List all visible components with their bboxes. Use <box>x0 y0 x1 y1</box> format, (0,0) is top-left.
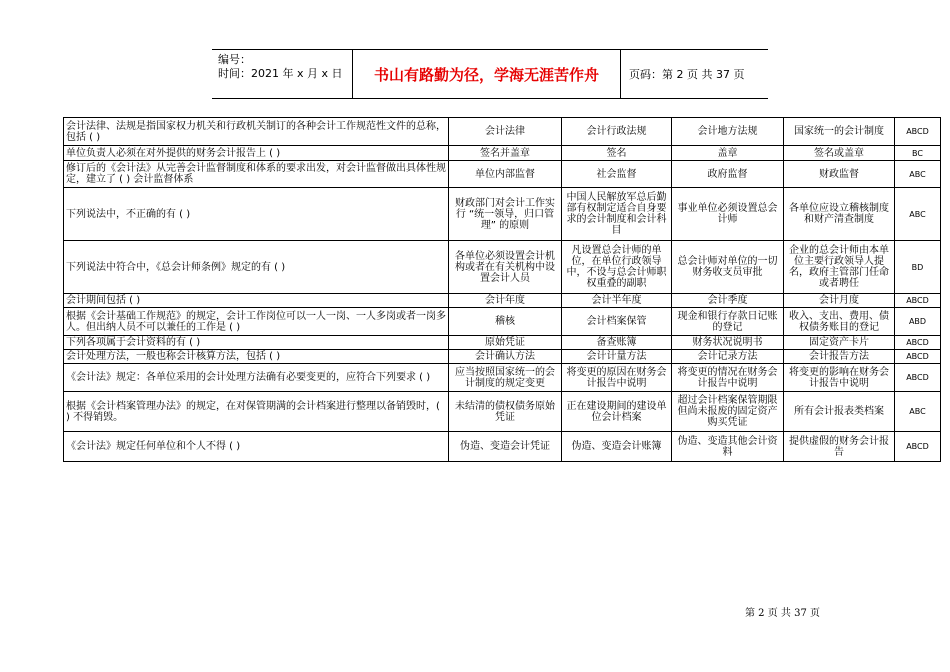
answer-key: BC <box>895 146 941 161</box>
option-d: 提供虚假的财务会计报告 <box>784 432 895 462</box>
question-text: 下列说法中，不正确的有 ( ) <box>64 188 449 241</box>
option-b: 正在建设期间的建设单位会计档案 <box>562 392 672 432</box>
table-row <box>64 241 941 294</box>
question-text: 根据《会计档案管理办法》的规定，在对保管期满的会计档案进行整理以备销毁时，( ) 不得销毁。 <box>64 392 449 432</box>
table-row <box>64 118 941 146</box>
table-row <box>64 308 941 336</box>
option-b: 备查账簿 <box>562 336 672 350</box>
option-d: 收入、支出、费用、债权债务账目的登记 <box>784 308 895 336</box>
table-row <box>64 294 941 308</box>
option-b: 将变更的原因在财务会计报告中说明 <box>562 364 672 392</box>
option-b: 会计计量方法 <box>562 350 672 364</box>
question-text: 单位负责人必须在对外提供的财务会计报告上 ( ) <box>64 146 449 161</box>
table-row <box>64 350 941 364</box>
option-d: 所有会计报表类档案 <box>784 392 895 432</box>
table-row <box>64 364 941 392</box>
option-c: 超过会计档案保管期限但尚未报废的固定资产购买凭证 <box>672 392 784 432</box>
option-c: 会计季度 <box>672 294 784 308</box>
option-b: 会计行政法规 <box>562 118 672 146</box>
option-a: 签名并盖章 <box>449 146 562 161</box>
answer-key: BD <box>895 241 941 294</box>
option-a: 原始凭证 <box>449 336 562 350</box>
document-header <box>212 49 768 99</box>
option-c: 财务状况说明书 <box>672 336 784 350</box>
option-a: 未结清的债权债务原始凭证 <box>449 392 562 432</box>
option-a: 会计确认方法 <box>449 350 562 364</box>
page-footer: 第 2 页 共 37 页 <box>745 608 820 619</box>
table-row <box>64 188 941 241</box>
question-text: 会计法律、法规是指国家权力机关和行政机关制订的各种会计工作规范性文件的总称，包括 ( ) <box>64 118 449 146</box>
option-b: 社会监督 <box>562 161 672 188</box>
header-slogan: 书山有路勤为径，学海无涯苦作舟 <box>353 50 621 98</box>
option-b: 会计档案保管 <box>562 308 672 336</box>
question-text: 下列各项属于会计资料的有 ( ) <box>64 336 449 350</box>
answer-key: ABCD <box>895 118 941 146</box>
question-text: 根据《会计基础工作规范》的规定，会计工作岗位可以一人一岗、一人多岗或者一岗多人。但出纳人员不可以兼任的工作是 ( ) <box>64 308 449 336</box>
option-d: 国家统一的会计制度 <box>784 118 895 146</box>
option-a: 伪造、变造会计凭证 <box>449 432 562 462</box>
option-c: 会计地方法规 <box>672 118 784 146</box>
option-c: 政府监督 <box>672 161 784 188</box>
answer-key: ABCD <box>895 432 941 462</box>
answer-key: ABCD <box>895 336 941 350</box>
table-row <box>64 146 941 161</box>
answer-key: ABC <box>895 188 941 241</box>
table-row <box>64 336 941 350</box>
option-a: 会计年度 <box>449 294 562 308</box>
header-meta <box>212 50 353 98</box>
question-text: 修订后的《会计法》从完善会计监督制度和体系的要求出发，对会计监督做出具体性规定，建立了 ( ) 会计监督体系 <box>64 161 449 188</box>
answer-key: ABD <box>895 308 941 336</box>
answer-key: ABC <box>895 392 941 432</box>
question-text: 下列说法中符合中，《总会计师条例》规定的有 ( ) <box>64 241 449 294</box>
option-b: 伪造、变造会计账簿 <box>562 432 672 462</box>
option-a: 财政部门对会计工作实行 “统一领导，归口管理” 的原则 <box>449 188 562 241</box>
header-page-label: 页码：第 2 页 共 37 页 <box>629 68 745 81</box>
option-a: 会计法律 <box>449 118 562 146</box>
question-text: 《会计法》规定：各单位采用的会计处理方法确有必要变更的，应符合下列要求 ( ) <box>64 364 449 392</box>
question-text: 《会计法》规定任何单位和个人不得 ( ) <box>64 432 449 462</box>
question-text: 会计处理方法，一般也称会计核算方法，包括 ( ) <box>64 350 449 364</box>
option-d: 各单位应设立稽核制度和财产清查制度 <box>784 188 895 241</box>
option-c: 会计记录方法 <box>672 350 784 364</box>
answer-key: ABCD <box>895 294 941 308</box>
table-row <box>64 432 941 462</box>
answer-key: ABC <box>895 161 941 188</box>
option-d: 企业的总会计师由本单位主要行政领导人提名，政府主管部门任命或者聘任 <box>784 241 895 294</box>
option-c: 现金和银行存款日记账的登记 <box>672 308 784 336</box>
option-c: 伪造、变造其他会计资料 <box>672 432 784 462</box>
question-table <box>63 117 941 462</box>
option-c: 事业单位必须设置总会计师 <box>672 188 784 241</box>
question-text: 会计期间包括 ( ) <box>64 294 449 308</box>
number-label: 编号： <box>218 53 251 66</box>
answer-key: ABCD <box>895 364 941 392</box>
option-c: 将变更的情况在财务会计报告中说明 <box>672 364 784 392</box>
option-a: 各单位必须设置会计机构或者在有关机构中设置会计人员 <box>449 241 562 294</box>
option-a: 应当按照国家统一的会计制度的规定变更 <box>449 364 562 392</box>
option-a: 稽核 <box>449 308 562 336</box>
option-b: 中国人民解放军总后勤部有权制定适合自身要求的会计制度和会计科目 <box>562 188 672 241</box>
option-d: 固定资产卡片 <box>784 336 895 350</box>
option-c: 总会计师对单位的一切财务收支员审批 <box>672 241 784 294</box>
option-b: 签名 <box>562 146 672 161</box>
option-d: 会计月度 <box>784 294 895 308</box>
option-b: 会计半年度 <box>562 294 672 308</box>
option-d: 会计报告方法 <box>784 350 895 364</box>
table-row <box>64 392 941 432</box>
option-a: 单位内部监督 <box>449 161 562 188</box>
option-b: 凡设置总会计师的单位，在单位行政领导中，不设与总会计师职权重叠的副职 <box>562 241 672 294</box>
time-label: 时间：2021 年 x 月 x 日 <box>218 67 343 80</box>
option-d: 财政监督 <box>784 161 895 188</box>
option-c: 盖章 <box>672 146 784 161</box>
table-row <box>64 161 941 188</box>
option-d: 签名或盖章 <box>784 146 895 161</box>
option-d: 将变更的影响在财务会计报告中说明 <box>784 364 895 392</box>
answer-key: ABCD <box>895 350 941 364</box>
